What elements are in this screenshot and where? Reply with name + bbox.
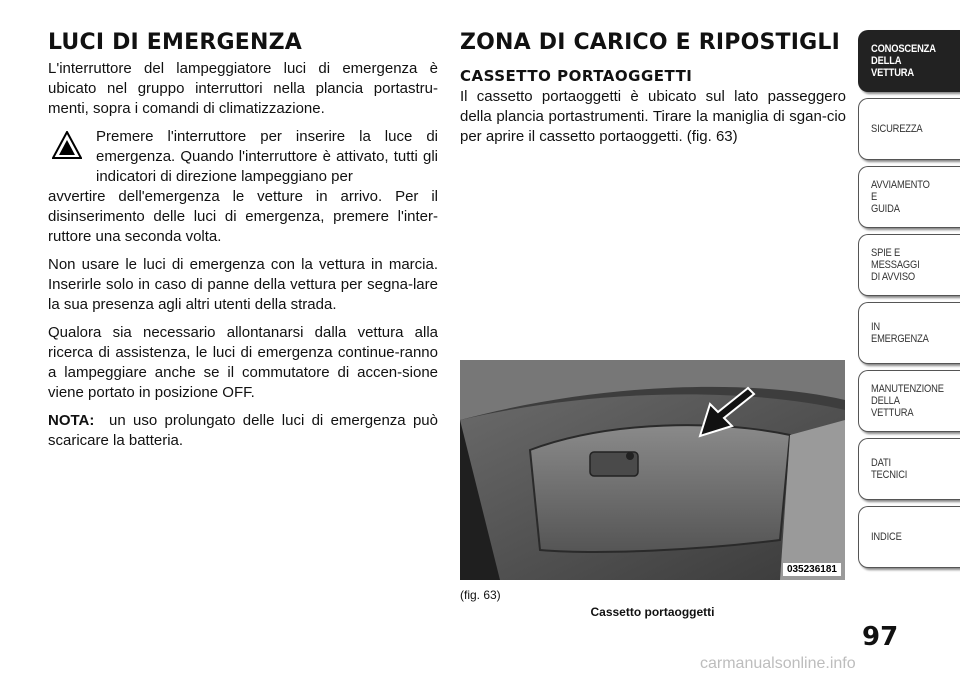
tab-label: MANUTENZIONE DELLA VETTURA	[871, 383, 944, 419]
tab-avviamento-guida[interactable]	[858, 166, 960, 228]
chapter-tabs	[858, 30, 960, 574]
tab-manutenzione[interactable]	[858, 370, 960, 432]
left-column	[48, 30, 438, 459]
figure-code: 035236181	[783, 563, 841, 576]
tab-label: SPIE E MESSAGGI DI AVVISO	[871, 247, 920, 283]
warning-continuation: avvertire dell'emergenza le vetture in arrivo. Per il disinserimento delle luci di emergenza, premere l'inter-ruttore una seconda volta.	[48, 188, 438, 245]
intro-paragraph: L'interruttore del lampeggiatore luci di emergenza è ubicato nel gruppo interruttori nella plancia portastru-menti, sopra i comandi di climatizzazione.	[48, 60, 438, 117]
glovebox-paragraph: Il cassetto portaoggetti è ubicato sul lato passeggero della plancia portastrumenti. Tirare la maniglia di sgan-cio per aprire il cassetto portaoggetti. (fig. 63)	[460, 88, 846, 145]
warning-block	[48, 127, 438, 187]
warning-triangle-icon	[52, 131, 82, 159]
tab-label: IN EMERGENZA	[871, 321, 929, 345]
tab-dati-tecnici[interactable]	[858, 438, 960, 500]
glovebox-photo	[460, 360, 845, 580]
page-number: 97	[862, 622, 899, 652]
watermark: carmanualsonline.info	[700, 655, 856, 672]
right-column	[460, 30, 846, 155]
tab-conoscenza-vettura[interactable]	[858, 30, 960, 92]
tab-sicurezza[interactable]	[858, 98, 960, 160]
note-text: un uso prolungato delle luci di emergenza può scaricare la batteria.	[48, 412, 438, 449]
figure-caption: Cassetto portaoggetti	[590, 605, 715, 619]
tab-in-emergenza[interactable]	[858, 302, 960, 364]
tab-indice[interactable]	[858, 506, 960, 568]
paragraph-3: Qualora sia necessario allontanarsi dalla vettura alla ricerca di assistenza, le luci di emergenza continue-ranno a lampeggiare anche se il commutatore di accen-sione viene portato in posizione OFF.	[48, 324, 438, 401]
note-paragraph	[48, 411, 438, 451]
section-title-emergency-lights: LUCI DI EMERGENZA	[48, 30, 302, 55]
tab-label: INDICE	[871, 531, 902, 543]
tab-spie-messaggi[interactable]	[858, 234, 960, 296]
glovebox-illustration	[460, 360, 845, 580]
note-label: NOTA:	[48, 412, 95, 429]
warning-text: Premere l'interruttore per inserire la luce di emergenza. Quando l'interruttore è attivato, tutti gli indicatori di direzione lampeggiano per	[96, 128, 438, 185]
tab-label: CONOSCENZA DELLA VETTURA	[871, 43, 936, 79]
figure-reference: (fig. 63)	[460, 588, 501, 602]
section-title-storage: ZONA DI CARICO E RIPOSTIGLI	[460, 30, 841, 55]
paragraph-2: Non usare le luci di emergenza con la vettura in marcia. Inserirle solo in caso di panne della vettura per segna-lare la sua presenza agli altri utenti della strada.	[48, 256, 438, 313]
tab-label: SICUREZZA	[871, 123, 923, 135]
tab-label: DATI TECNICI	[871, 457, 908, 481]
subsection-title-glovebox: CASSETTO PORTAOGGETTI	[460, 67, 693, 85]
tab-label: AVVIAMENTO E GUIDA	[871, 179, 930, 215]
